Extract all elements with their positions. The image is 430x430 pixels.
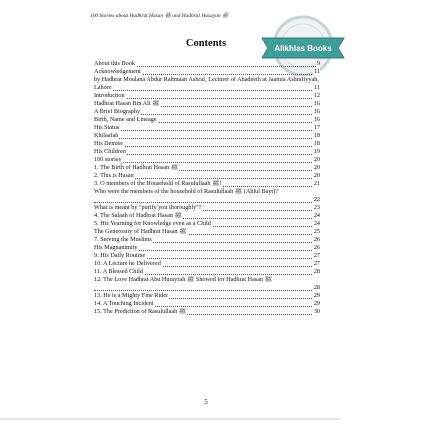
toc-entry[interactable] xyxy=(94,236,320,244)
leader-dots xyxy=(94,144,320,147)
toc-entry-title: by Hadhrat Moulana Abdur Rahmaan Ashraf, Lecturer of Ahadeeth at Jaamia Ashrafiyyah, Lahore xyxy=(94,76,319,91)
running-header: 100 Stories about Hadhrat Hasan ﷺ and Hadhrat Husayan ﷺ xyxy=(90,13,229,19)
toc-entry-title: Khilaafah xyxy=(94,132,119,139)
toc-entry-page: 24 xyxy=(313,212,320,219)
toc-entry[interactable] xyxy=(94,132,320,140)
toc-entry[interactable] xyxy=(94,308,320,316)
toc-entry[interactable] xyxy=(94,100,320,108)
toc-entry-title: His Demise xyxy=(94,140,124,147)
toc-entry[interactable] xyxy=(94,268,320,276)
toc-entry-title: The Generosity of Hadhrat Hasan ﷺ xyxy=(94,228,187,235)
toc-entry-title: 11. A Blessed Child xyxy=(94,268,143,275)
toc-entry-title: 14. A Touching Incident xyxy=(94,300,154,307)
table-of-contents xyxy=(94,60,320,316)
toc-entry[interactable] xyxy=(94,252,320,260)
toc-entry[interactable] xyxy=(94,124,320,132)
leader-dots xyxy=(94,96,320,99)
toc-entry-page: 22 xyxy=(313,196,320,203)
toc-entry-title: 10. A Lecture he Delivered xyxy=(94,260,161,267)
toc-entry-page: 29 xyxy=(313,300,320,307)
toc-entry-title: About this Book xyxy=(94,60,135,67)
toc-entry-page: 18 xyxy=(313,140,320,147)
toc-entry[interactable] xyxy=(94,140,320,148)
book-page xyxy=(90,8,340,428)
toc-entry[interactable] xyxy=(94,60,320,68)
toc-entry-title: 1. The Birth of Hadhrat Hasan ﷺ xyxy=(94,164,179,171)
toc-entry-page: 21 xyxy=(313,180,320,187)
toc-entry-page: 12 xyxy=(313,92,320,99)
toc-entry[interactable] xyxy=(94,116,320,124)
toc-entry[interactable] xyxy=(94,276,320,292)
toc-entry[interactable] xyxy=(94,68,320,76)
toc-entry-title: His Status xyxy=(94,124,120,131)
toc-entry-title: 15. The Prediction of Rasulullaah ﷺ xyxy=(94,308,187,315)
toc-entry-page: 20 xyxy=(313,164,320,171)
toc-entry-title: 12. The Love Hadhrat Abu Hurayrah ﷺ Showed for Hadhrat Hasan ﷺ xyxy=(94,276,273,283)
toc-entry[interactable] xyxy=(94,156,320,164)
toc-entry[interactable] xyxy=(94,260,320,268)
toc-entry[interactable] xyxy=(94,228,320,236)
toc-entry-page: 24 xyxy=(313,220,320,227)
toc-entry[interactable] xyxy=(94,188,320,204)
toc-entry-page: 27 xyxy=(313,252,320,259)
toc-entry-page: 26 xyxy=(313,244,320,251)
toc-entry-page: 28 xyxy=(313,284,320,291)
toc-entry-page: 28 xyxy=(313,268,320,275)
toc-entry-page: 26 xyxy=(313,236,320,243)
toc-entry-title: 100 stories xyxy=(94,156,121,163)
bottom-edge xyxy=(0,418,340,420)
toc-entry[interactable] xyxy=(94,76,320,92)
leader-dots xyxy=(94,88,320,91)
toc-entry-title: 4. The Salaah of Hadhrat Hasan ﷺ xyxy=(94,212,182,219)
page-number: 5 xyxy=(204,398,208,406)
toc-entry[interactable] xyxy=(94,180,320,188)
toc-entry-title: Introduction xyxy=(94,92,125,99)
toc-entry-page: 11 xyxy=(314,68,320,75)
toc-entry-page: 16 xyxy=(313,100,320,107)
toc-entry-page: 27 xyxy=(313,260,320,267)
toc-entry-page: 20 xyxy=(313,172,320,179)
toc-entry-title: Birth, Name and Lineage xyxy=(94,116,157,123)
toc-entry-title: What is meant by "purify you thoroughly"? xyxy=(94,204,202,211)
toc-entry-page: 9 xyxy=(316,60,320,67)
toc-entry-title: His Magnanimity xyxy=(94,244,138,251)
toc-entry-title: 13. He is a Mighty Fine Rider xyxy=(94,292,169,299)
toc-entry[interactable] xyxy=(94,164,320,172)
toc-entry-page: 19 xyxy=(313,148,320,155)
toc-entry-title: A Brief Biography xyxy=(94,108,141,115)
badge-label: Alikhlas Books xyxy=(274,44,332,53)
toc-entry-page: 16 xyxy=(313,116,320,123)
toc-entry[interactable] xyxy=(94,92,320,100)
toc-entry[interactable] xyxy=(94,172,320,180)
toc-entry[interactable] xyxy=(94,244,320,252)
toc-entry-title: Hadhrat Hasan Bin Ali ﷺ xyxy=(94,100,160,107)
toc-entry-title: His Children xyxy=(94,148,126,155)
toc-entry[interactable] xyxy=(94,292,320,300)
toc-entry[interactable] xyxy=(94,108,320,116)
toc-entry-title: 5. His Yearning for Knowledge even as a Child xyxy=(94,220,211,227)
toc-entry-page: 16 xyxy=(313,108,320,115)
toc-entry-title: 3. O members of the Household of Rasulullaah ﷺ! xyxy=(94,180,222,187)
toc-entry-page: 29 xyxy=(313,292,320,299)
toc-entry-title: 2. This is Hasan xyxy=(94,172,134,179)
toc-entry[interactable] xyxy=(94,212,320,220)
toc-entry-title: 7. Serving the Muslims xyxy=(94,236,152,243)
toc-entry-page: 17 xyxy=(313,124,320,131)
toc-entry-title: 9. His Daily Routine xyxy=(94,252,146,259)
leader-dots xyxy=(94,288,320,291)
toc-entry[interactable] xyxy=(94,220,320,228)
toc-entry-page: 18 xyxy=(313,132,320,139)
toc-entry[interactable] xyxy=(94,148,320,156)
toc-entry[interactable] xyxy=(94,300,320,308)
toc-entry[interactable] xyxy=(94,204,320,212)
toc-entry-page: 30 xyxy=(313,308,320,315)
leader-dots xyxy=(94,160,320,163)
toc-entry-title: Acknowledgement xyxy=(94,68,141,75)
leader-dots xyxy=(94,152,320,155)
toc-entry-page: 20 xyxy=(313,156,320,163)
toc-entry-page: 11 xyxy=(314,84,320,91)
contents-title: Contents xyxy=(185,38,227,49)
leader-dots xyxy=(94,136,320,139)
toc-entry-title: Who were the members of the household of Rasulullaah ﷺ (Ahlul Bayt)? xyxy=(94,188,278,195)
leader-dots xyxy=(94,200,320,203)
toc-entry-page: 25 xyxy=(313,228,320,235)
leader-dots xyxy=(94,128,320,131)
toc-entry-page: 23 xyxy=(313,204,320,211)
